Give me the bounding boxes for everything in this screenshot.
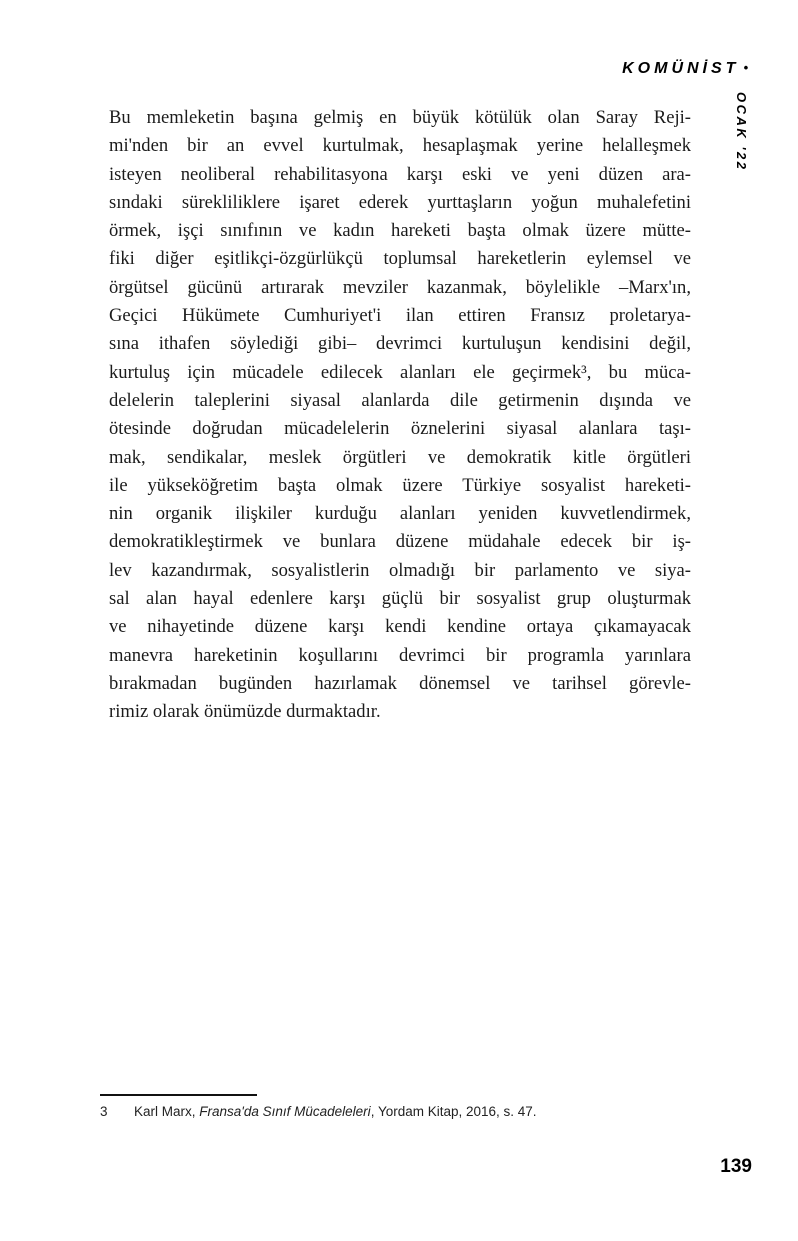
body-text — [109, 104, 691, 727]
page-header — [622, 60, 748, 78]
body-line: demokratikleştirmek ve bunlara düzene müdahale edecek bir iş- — [109, 531, 691, 553]
issue-label: OCAK '22 — [734, 92, 749, 172]
footnote-text-after: , Yordam Kitap, 2016, s. 47. — [370, 1104, 537, 1119]
bullet-icon: • — [743, 60, 748, 75]
footnote-marker: 3 — [100, 1104, 108, 1119]
body-line: kurtuluş için mücadele edilecek alanları ele geçirmek³, bu müca- — [109, 361, 691, 383]
footnote-divider — [100, 1094, 257, 1096]
body-line: bırakmadan bugünden hazırlamak dönemsel ve tarihsel görevle- — [109, 672, 691, 694]
body-line: sına ithafen söylediği gibi– devrimci kurtuluşun kendisini değil, — [109, 333, 691, 355]
body-line: delelerin taleplerini siyasal alanlarda dile getirmenin dışında ve — [109, 389, 691, 411]
body-line: mi'nden bir an evvel kurtulmak, hesaplaşmak yerine helalleşmek — [109, 135, 691, 157]
body-line: Geçici Hükümete Cumhuriyet'i ilan ettiren Fransız proletarya- — [109, 305, 691, 327]
body-line: Bu memleketin başına gelmiş en büyük kötülük olan Saray Reji- — [109, 107, 691, 128]
footnote-book-title: Fransa'da Sınıf Mücadeleleri — [199, 1104, 371, 1119]
body-line: örmek, işçi sınıfının ve kadın hareketi başta olmak üzere mütte- — [109, 220, 691, 242]
body-line: lev kazandırmak, sosyalistlerin olmadığı bir parlamento ve siya- — [109, 559, 691, 581]
body-line: fiki diğer eşitlikçi-özgürlükçü toplumsal hareketlerin eylemsel ve — [109, 248, 691, 270]
magazine-title: KOMÜNİST — [622, 60, 740, 77]
body-line: manevra hareketinin koşullarını devrimci bir programla yarınlara — [109, 644, 691, 666]
footnote-text-before: Karl Marx, — [134, 1104, 200, 1119]
body-line: sındaki sürekliliklere işaret ederek yurttaşların yoğun muhalefetini — [109, 191, 691, 213]
body-line: ötesinde doğrudan mücadelelerin öznelerini siyasal alanlara taşı- — [109, 418, 691, 440]
body-line: sal alan hayal edenlere karşı güçlü bir sosyalist grup oluşturmak — [109, 588, 691, 610]
body-line: örgütsel gücünü artırarak mevziler kazanmak, böylelikle –Marx'ın, — [109, 276, 691, 298]
body-line: isteyen neoliberal rehabilitasyona karşı eski ve yeni düzen ara- — [109, 163, 691, 185]
page-number: 139 — [720, 1156, 752, 1177]
body-line: ve nihayetinde düzene karşı kendi kendine ortaya çıkamayacak — [109, 616, 691, 638]
footnote — [100, 1104, 680, 1119]
body-line: nin organik ilişkiler kurduğu alanları yeniden kuvvetlendirmek, — [109, 503, 691, 525]
body-line: ile yükseköğretim başta olmak üzere Türkiye sosyalist hareketi- — [109, 474, 691, 496]
body-line: rimiz olarak önümüzde durmaktadır. — [109, 701, 381, 723]
body-line: mak, sendikalar, meslek örgütleri ve demokratik kitle örgütleri — [109, 446, 691, 468]
